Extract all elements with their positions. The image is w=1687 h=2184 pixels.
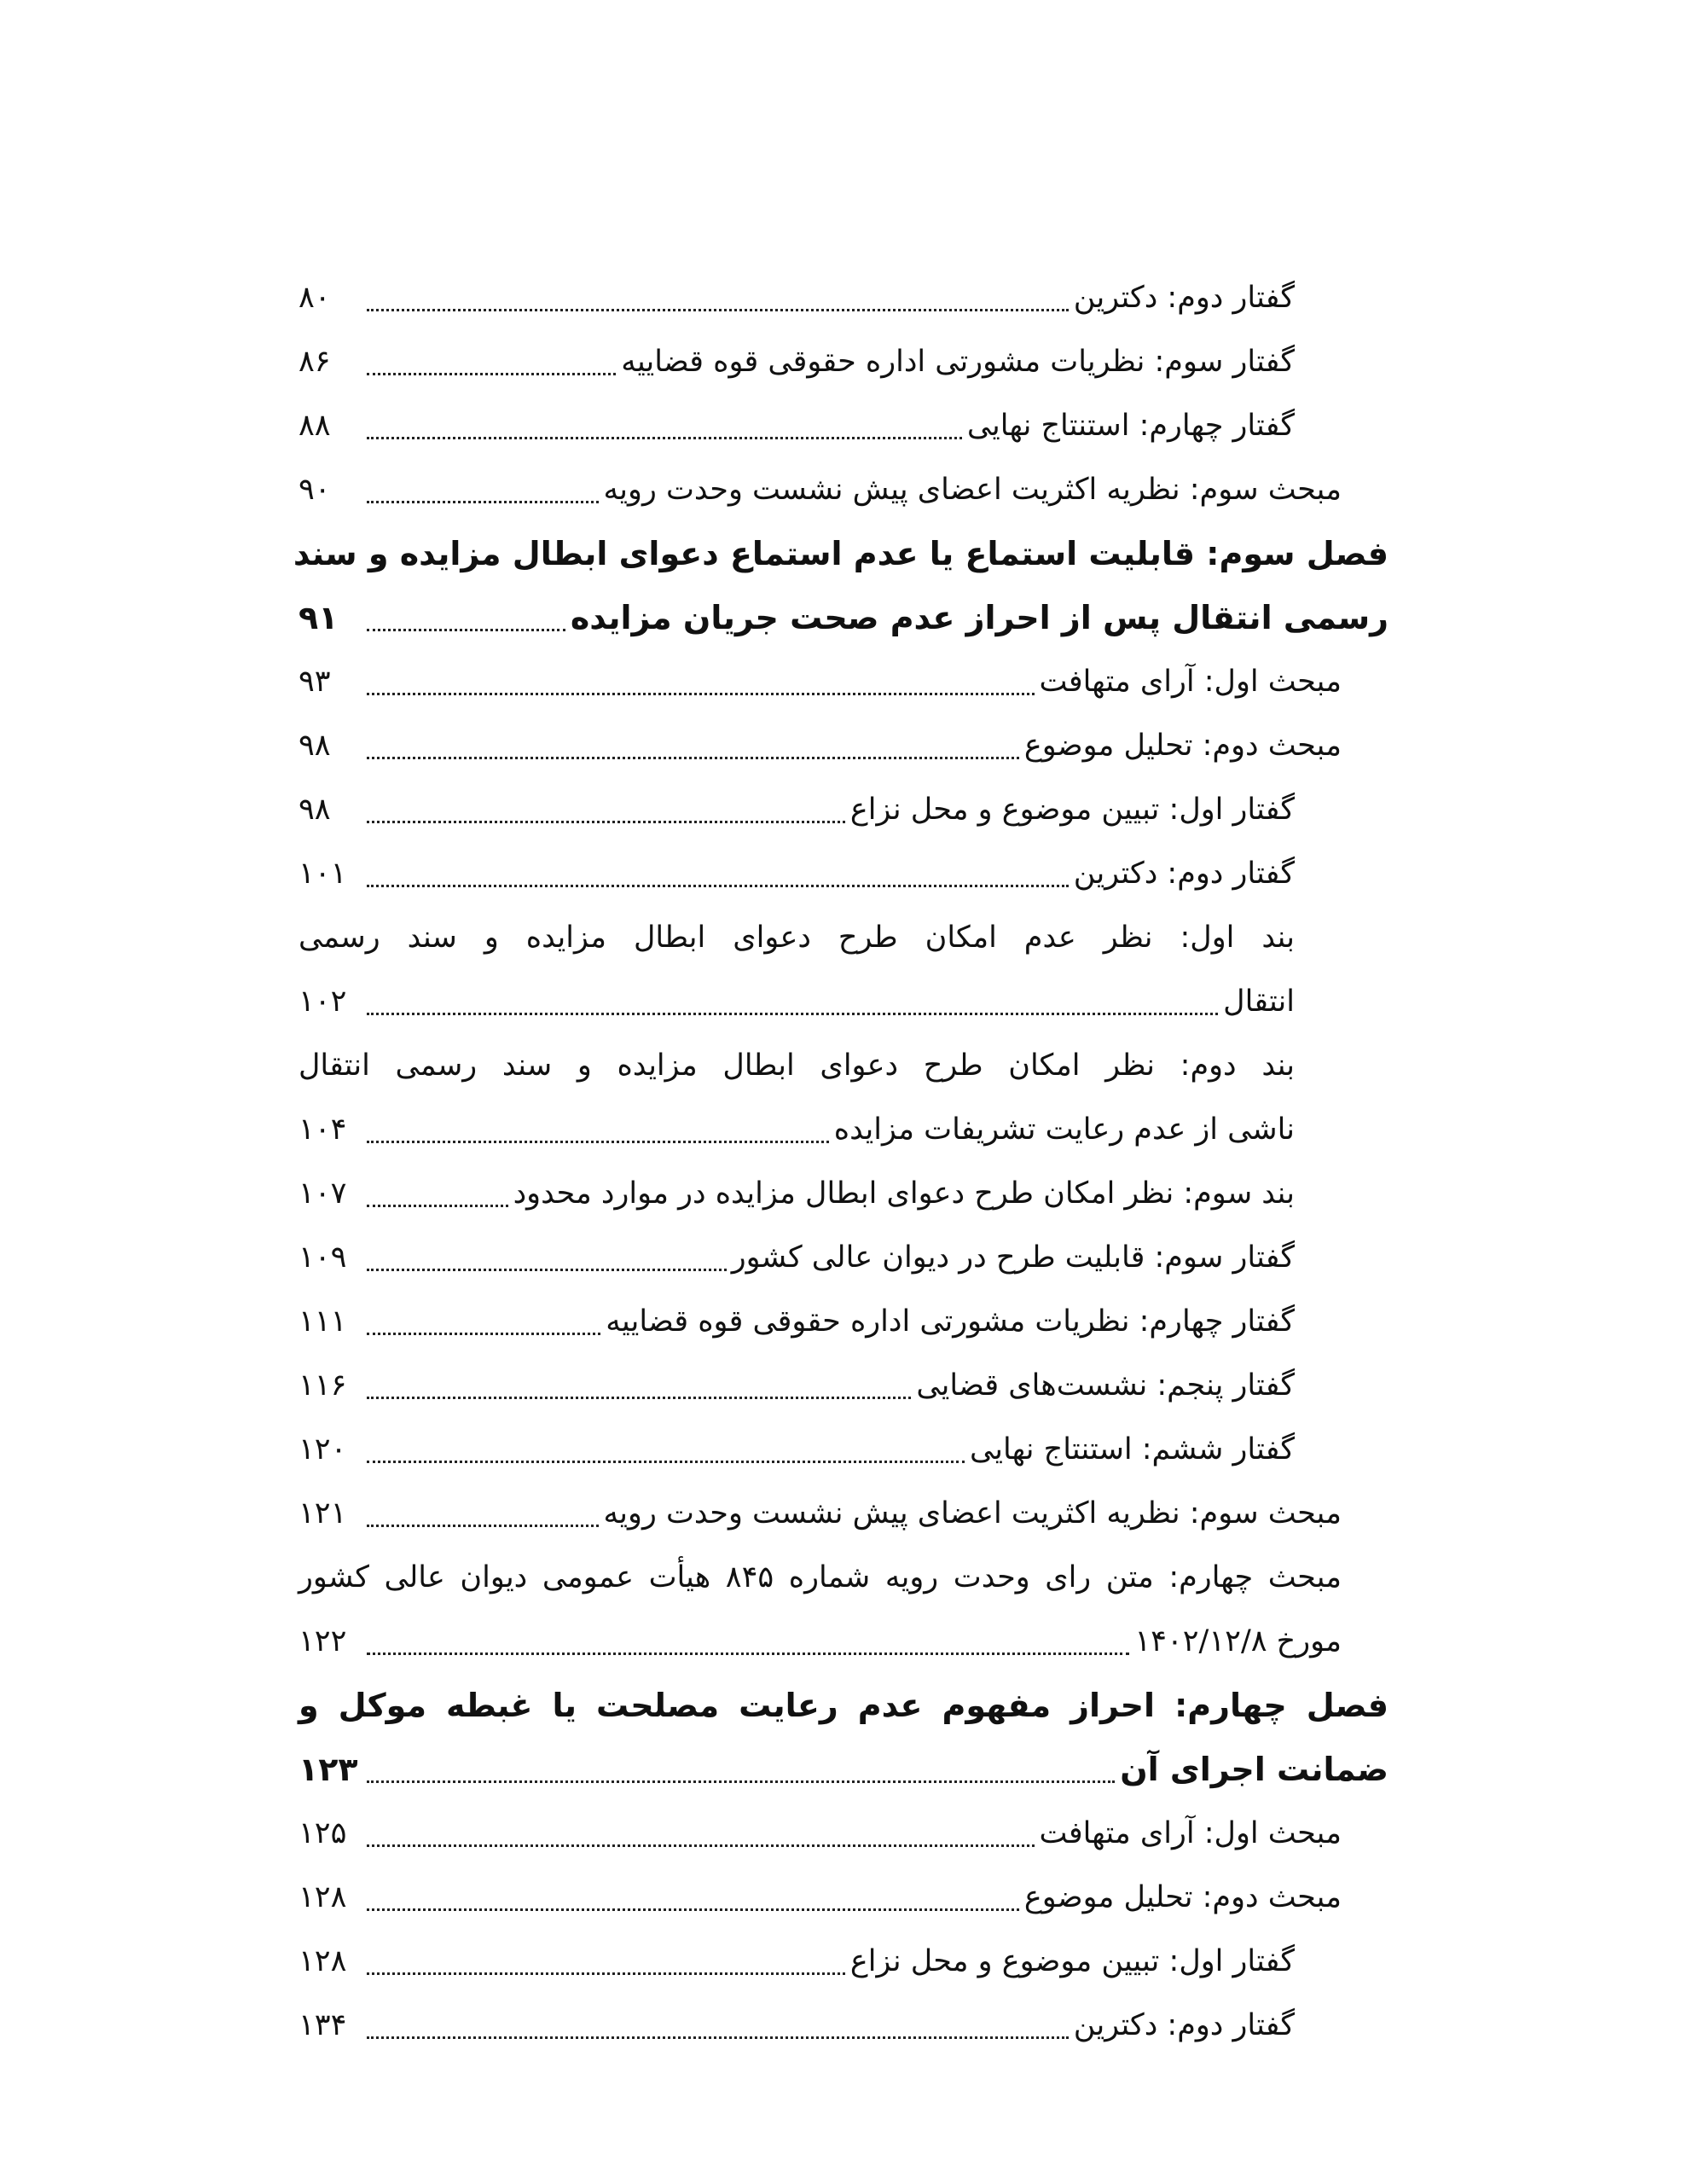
toc-entry <box>299 1162 1388 1226</box>
entry-title: فصل سوم: قابلیت استماع یا عدم استماع دعوای ابطال مزایده و سند <box>293 535 1388 572</box>
dot-leader <box>367 2036 1069 2039</box>
dot-leader <box>367 501 599 503</box>
entry-title: مبحث سوم: نظریه اکثریت اعضای پیش نشست وحدت رویه <box>603 473 1342 507</box>
entry-title: بند دوم: نظر امکان طرح دعوای ابطال مزایده و سند رسمی انتقال <box>299 1048 1295 1083</box>
toc-entry <box>299 714 1388 778</box>
dot-leader <box>367 1525 599 1527</box>
entry-title: رسمی انتقال پس از احراز عدم صحت جریان مزایده <box>570 599 1388 636</box>
entry-title: مورخ ۱۴۰۲/۱۲/۸ <box>1134 1624 1342 1658</box>
page-number: ۱۲۳ <box>299 1751 358 1788</box>
dot-leader <box>367 1461 965 1463</box>
table-of-contents <box>293 266 1388 2058</box>
dot-leader <box>367 1141 829 1143</box>
dot-leader <box>367 1205 508 1207</box>
page-number: ۱۱۱ <box>299 1304 347 1339</box>
toc-entry-end <box>299 1098 1388 1162</box>
page-number: ۱۰۴ <box>299 1112 347 1147</box>
page-number: ۱۰۲ <box>299 985 347 1019</box>
dot-leader <box>367 1653 1129 1655</box>
toc-entry <box>299 1930 1388 1994</box>
page-number: ۹۸ <box>299 729 331 763</box>
toc-entry <box>299 266 1388 330</box>
page-number: ۱۲۲ <box>299 1624 347 1658</box>
page-number: ۹۳ <box>299 665 331 699</box>
page-number: ۸۶ <box>299 345 331 379</box>
toc-entry <box>299 1226 1388 1290</box>
dot-leader <box>367 1269 727 1271</box>
entry-title: بند سوم: نظر امکان طرح دعوای ابطال مزایده در موارد محدود <box>513 1176 1295 1211</box>
entry-title: مبحث دوم: تحلیل موضوع <box>1023 1880 1342 1914</box>
chapter-heading-end <box>299 1738 1388 1802</box>
dot-leader <box>367 1397 911 1399</box>
dot-leader <box>367 437 962 439</box>
toc-entry-start <box>299 906 1388 970</box>
entry-title: مبحث دوم: تحلیل موضوع <box>1023 729 1342 763</box>
dot-leader <box>367 1908 1019 1911</box>
page-number: ۱۰۹ <box>299 1240 347 1275</box>
entry-title: گفتار سوم: قابلیت طرح در دیوان عالی کشور <box>731 1240 1295 1275</box>
toc-entry <box>299 1802 1388 1866</box>
entry-title: انتقال <box>1223 985 1295 1019</box>
toc-entry <box>299 1866 1388 1930</box>
page-number: ۱۲۸ <box>299 1880 347 1914</box>
toc-entry <box>299 1482 1388 1546</box>
page-number: ۱۳۴ <box>299 2008 347 2042</box>
entry-title: گفتار چهارم: استنتاج نهایی <box>966 409 1295 443</box>
entry-title: گفتار دوم: دکترین <box>1073 281 1295 315</box>
chapter-heading <box>299 1674 1388 1738</box>
page-number: ۸۸ <box>299 409 331 443</box>
toc-entry <box>299 650 1388 714</box>
toc-entry <box>299 330 1388 394</box>
toc-entry <box>299 842 1388 906</box>
page-number: ۹۸ <box>299 793 331 827</box>
dot-leader <box>367 1844 1035 1847</box>
dot-leader <box>367 373 616 375</box>
toc-entry <box>299 1354 1388 1418</box>
entry-title: گفتار پنجم: نشست‌های قضایی <box>916 1368 1295 1403</box>
chapter-heading-end <box>299 586 1388 650</box>
entry-title: گفتار دوم: دکترین <box>1073 857 1295 891</box>
page-number: ۱۰۷ <box>299 1176 347 1211</box>
page-number: ۸۰ <box>299 281 331 315</box>
dot-leader <box>367 1972 845 1975</box>
page-number: ۱۲۵ <box>299 1816 347 1850</box>
page-number: ۱۲۱ <box>299 1496 347 1531</box>
entry-title: گفتار دوم: دکترین <box>1073 2008 1295 2042</box>
page-number: ۱۲۸ <box>299 1944 347 1978</box>
entry-title: مبحث اول: آرای متهافت <box>1039 665 1342 699</box>
dot-leader <box>367 629 565 631</box>
toc-entry <box>299 778 1388 842</box>
entry-title: ضمانت اجرای آن <box>1120 1751 1388 1788</box>
entry-title: گفتار اول: تبیین موضوع و محل نزاع <box>849 1944 1295 1978</box>
dot-leader <box>367 821 845 823</box>
page-number: ۱۲۰ <box>299 1432 347 1467</box>
entry-title: گفتار سوم: نظریات مشورتی اداره حقوقی قوه قضاییه <box>621 345 1295 379</box>
entry-title: مبحث سوم: نظریه اکثریت اعضای پیش نشست وحدت رویه <box>603 1496 1342 1531</box>
page-number: ۱۱۶ <box>299 1368 347 1403</box>
entry-title: مبحث چهارم: متن رای وحدت رویه شماره ۸۴۵ هیأت عمومی دیوان عالی کشور <box>299 1560 1342 1594</box>
entry-title: ناشی از عدم رعایت تشریفات مزایده <box>833 1112 1295 1147</box>
dot-leader <box>367 1013 1218 1015</box>
toc-entry-end <box>299 1610 1388 1674</box>
dot-leader <box>367 1333 600 1335</box>
dot-leader <box>367 757 1019 759</box>
dot-leader <box>367 309 1069 311</box>
entry-title: بند اول: نظر عدم امکان طرح دعوای ابطال مزایده و سند رسمی <box>299 921 1295 955</box>
entry-title: مبحث اول: آرای متهافت <box>1039 1816 1342 1850</box>
page-number: ۹۱ <box>299 599 339 636</box>
entry-title: گفتار ششم: استنتاج نهایی <box>970 1432 1295 1467</box>
entry-title: فصل چهارم: احراز مفهوم عدم رعایت مصلحت یا غبطه موکل و <box>299 1687 1388 1724</box>
toc-entry-start <box>299 1546 1388 1610</box>
toc-entry <box>299 1290 1388 1354</box>
toc-entry <box>299 394 1388 458</box>
page-number: ۹۰ <box>299 473 331 507</box>
toc-entry <box>299 1994 1388 2058</box>
dot-leader <box>367 693 1035 695</box>
toc-entry-end <box>299 970 1388 1034</box>
toc-entry-start <box>299 1034 1388 1098</box>
chapter-heading <box>293 522 1388 586</box>
entry-title: گفتار چهارم: نظریات مشورتی اداره حقوقی قوه قضاییه <box>606 1304 1295 1339</box>
toc-entry <box>299 1418 1388 1482</box>
toc-entry <box>299 458 1388 522</box>
dot-leader <box>367 885 1069 887</box>
dot-leader <box>367 1780 1115 1783</box>
entry-title: گفتار اول: تبیین موضوع و محل نزاع <box>849 793 1295 827</box>
page-number: ۱۰۱ <box>299 857 347 891</box>
